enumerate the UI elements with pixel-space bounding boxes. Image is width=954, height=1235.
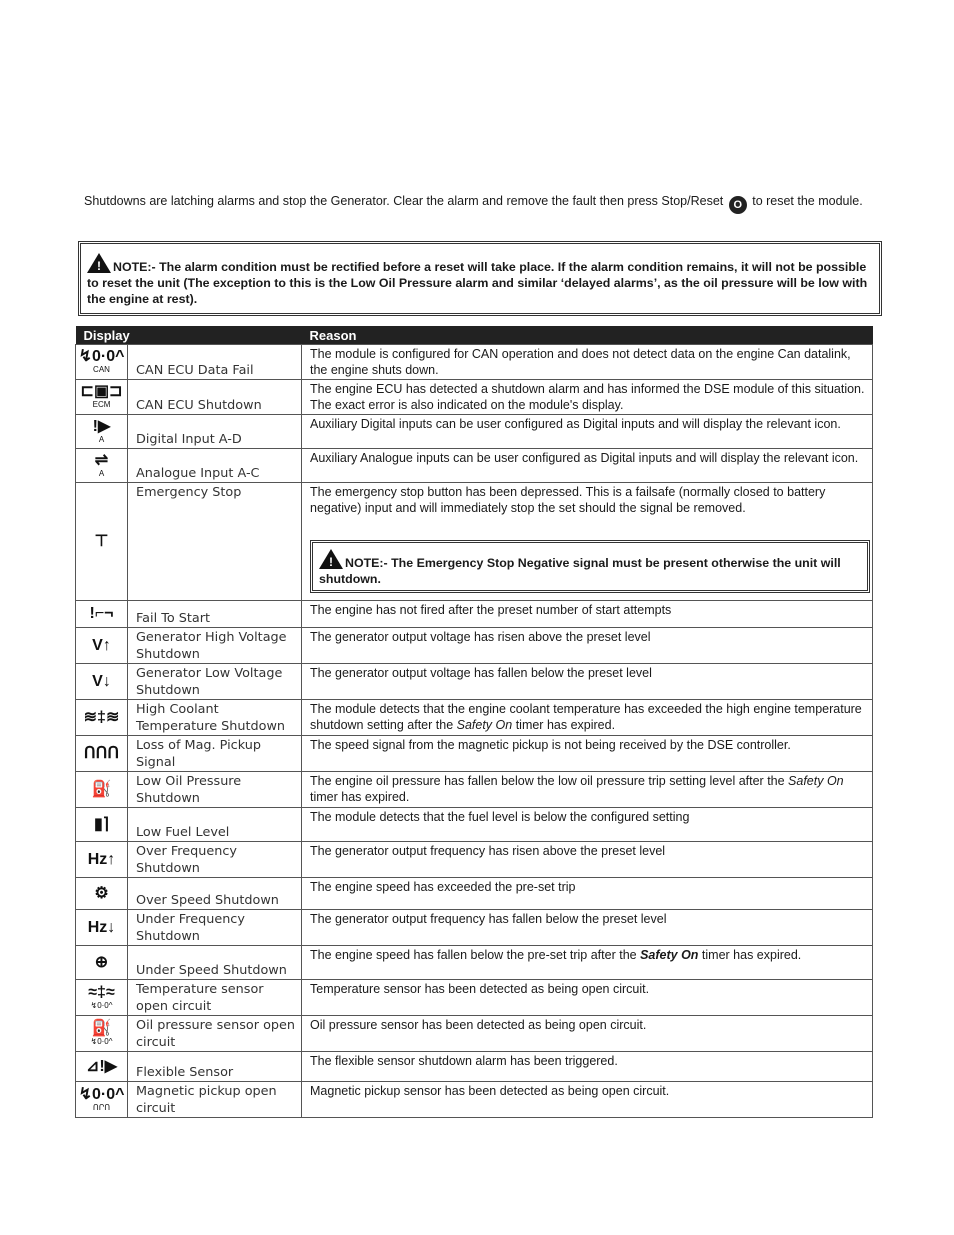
alarm-reason: The engine speed has fallen below the pre-set trip after the Safety On timer has expired.: [302, 946, 873, 980]
display-icon-cell: [76, 878, 128, 910]
table-row: [76, 736, 873, 772]
emergency-stop-icon: ⊤: [94, 532, 109, 550]
alarm-name: Emergency Stop: [128, 483, 302, 601]
display-icon-cell: [76, 415, 128, 449]
alarm-name: Under Frequency Shutdown: [128, 910, 302, 946]
alarm-name: Magnetic pickup open circuit: [128, 1082, 302, 1118]
display-icon-cell: [76, 946, 128, 980]
can-ecu-icon: ↯0·0^ CAN: [78, 348, 125, 374]
intro-text-after: to reset the module.: [752, 194, 863, 208]
reset-note: [78, 241, 882, 316]
alarm-reason: Auxiliary Analogue inputs can be user configured as Digital inputs and will display the relevant icon.: [302, 449, 873, 483]
icon-caption: ECM: [92, 400, 111, 409]
emergency-stop-note-text: NOTE:- The Emergency Stop Negative signal must be present otherwise the unit will shutdown.: [319, 556, 841, 586]
safety-on-term: Safety On: [456, 718, 513, 732]
alarm-name: Low Fuel Level: [128, 808, 302, 842]
alarm-name: CAN ECU Shutdown: [128, 380, 302, 415]
display-icon-cell: [76, 842, 128, 878]
alarm-reason: The generator output voltage has risen above the preset level: [302, 628, 873, 664]
high-coolant-temp-icon: ≋‡≋: [83, 708, 120, 726]
table-row: [76, 449, 873, 483]
alarm-name: Digital Input A-D: [128, 415, 302, 449]
display-icon-cell: [76, 483, 128, 601]
alarm-name: High Coolant Temperature Shutdown: [128, 700, 302, 736]
alarm-name: Under Speed Shutdown: [128, 946, 302, 980]
alarm-reason: Magnetic pickup sensor has been detected as being open circuit.: [302, 1082, 873, 1118]
oil-can-icon: ⛽: [91, 780, 112, 798]
under-speed-icon: ⊕: [94, 953, 109, 971]
icon-caption: ՈՐՈ: [92, 1102, 111, 1112]
alarm-name: Loss of Mag. Pickup Signal: [128, 736, 302, 772]
low-voltage-icon: V↓: [92, 672, 111, 690]
display-icon-cell: [76, 1052, 128, 1082]
display-icon-cell: [76, 736, 128, 772]
table-row: [76, 1016, 873, 1052]
mag-pickup-icon: ՈՈՈ: [83, 744, 120, 762]
alarm-name: Over Frequency Shutdown: [128, 842, 302, 878]
analogue-input-icon: ⇌ A: [94, 451, 109, 478]
icon-caption: ↯0·0^: [90, 1036, 113, 1046]
display-icon-cell: [76, 700, 128, 736]
header-reason: Reason: [302, 326, 873, 345]
stop-reset-icon: O: [729, 196, 747, 214]
display-icon-cell: [76, 628, 128, 664]
table-row: [76, 380, 873, 415]
high-voltage-icon: V↑: [92, 636, 111, 654]
table-row: [76, 415, 873, 449]
shutdown-alarm-table: [75, 326, 873, 1118]
alarm-name: Over Speed Shutdown: [128, 878, 302, 910]
alarm-name: Analogue Input A-C: [128, 449, 302, 483]
table-row: [76, 628, 873, 664]
safety-on-term: Safety On: [788, 774, 844, 788]
digital-input-icon: !▶ A: [92, 417, 111, 444]
alarm-reason: The module is configured for CAN operation and does not detect data on the engine Can datalink, the engine shuts down.: [302, 345, 873, 380]
alarm-reason: The speed signal from the magnetic pickup is not being received by the DSE controller.: [302, 736, 873, 772]
warning-icon: [319, 549, 343, 569]
alarm-reason: Temperature sensor has been detected as being open circuit.: [302, 980, 873, 1016]
display-icon-cell: [76, 910, 128, 946]
alarm-reason: The engine speed has exceeded the pre-set trip: [302, 878, 873, 910]
alarm-name: CAN ECU Data Fail: [128, 345, 302, 380]
oil-sensor-open-icon: ⛽ ↯0·0^: [90, 1019, 113, 1046]
icon-caption: CAN: [93, 365, 110, 374]
icon-caption: A: [98, 468, 105, 478]
table-body: [76, 345, 873, 1118]
alarm-name: Low Oil Pressure Shutdown: [128, 772, 302, 808]
display-icon-cell: [76, 1016, 128, 1052]
table-row: [76, 772, 873, 808]
table-row: [76, 1082, 873, 1118]
mag-pickup-open-icon: ↯0·0^ ՈՐՈ: [78, 1085, 125, 1112]
alarm-reason: The generator output frequency has fallen below the preset level: [302, 910, 873, 946]
fail-to-start-icon: !⌐¬: [89, 605, 114, 622]
header-display: Display: [76, 326, 302, 345]
alarm-reason: The generator output frequency has risen above the preset level: [302, 842, 873, 878]
alarm-reason: The engine ECU has detected a shutdown alarm and has informed the DSE module of this situation. The exact error is also indicated on the module's display.: [302, 380, 873, 415]
alarm-reason: The module detects that the fuel level is below the configured setting: [302, 808, 873, 842]
alarm-name: Generator High Voltage Shutdown: [128, 628, 302, 664]
table-row: [76, 483, 873, 601]
table-row: [76, 601, 873, 628]
alarm-name: Fail To Start: [128, 601, 302, 628]
display-icon-cell: [76, 808, 128, 842]
alarm-reason: The generator output voltage has fallen below the preset level: [302, 664, 873, 700]
emergency-stop-note: [310, 540, 870, 593]
intro-paragraph: [84, 193, 864, 214]
table-row: [76, 980, 873, 1016]
alarm-reason: The flexible sensor shutdown alarm has been triggered.: [302, 1052, 873, 1082]
over-speed-icon: ⚙: [94, 884, 109, 902]
table-row: [76, 664, 873, 700]
table-row: [76, 910, 873, 946]
intro-text-before: Shutdowns are latching alarms and stop the Generator. Clear the alarm and remove the fault then press Stop/Reset: [84, 194, 724, 208]
table-row: [76, 1052, 873, 1082]
alarm-reason: The module detects that the engine coolant temperature has exceeded the high engine temperature shutdown setting after the Safety On timer has expired.: [302, 700, 873, 736]
table-row: [76, 808, 873, 842]
alarm-reason: The engine has not fired after the preset number of start attempts: [302, 601, 873, 628]
display-icon-cell: [76, 345, 128, 380]
table-header-row: [76, 326, 873, 345]
temp-sensor-open-icon: ≈‡≈ ↯0·0^: [88, 983, 115, 1010]
table-row: [76, 842, 873, 878]
reset-note-text: NOTE:- The alarm condition must be rectified before a reset will take place. If the alarm condition remains, it will not be possible to reset the unit (The exception to this is the Low Oil Pressure alarm and similar ‘delayed alarms’, as the oil pressure will be low with the engine at rest).: [87, 260, 868, 306]
engine-ecm-icon: ⊏▣⊐ ECM: [80, 383, 123, 409]
alarm-name: Temperature sensor open circuit: [128, 980, 302, 1016]
alarm-reason: Oil pressure sensor has been detected as being open circuit.: [302, 1016, 873, 1052]
alarm-reason: The engine oil pressure has fallen below the low oil pressure trip setting level after the Safety On timer has expired.: [302, 772, 873, 808]
alarm-name: Flexible Sensor: [128, 1052, 302, 1082]
table-row: [76, 345, 873, 380]
display-icon-cell: [76, 772, 128, 808]
icon-caption: ↯0·0^: [90, 1000, 113, 1010]
alarm-name: Oil pressure sensor open circuit: [128, 1016, 302, 1052]
under-frequency-icon: Hz↓: [87, 918, 116, 936]
display-icon-cell: [76, 1082, 128, 1118]
alarm-reason: Auxiliary Digital inputs can be user configured as Digital inputs and will display the relevant icon.: [302, 415, 873, 449]
table-row: [76, 946, 873, 980]
safety-on-term: Safety On: [640, 948, 699, 962]
alarm-name: Generator Low Voltage Shutdown: [128, 664, 302, 700]
warning-icon: [87, 253, 111, 273]
alarm-reason: The emergency stop button has been depressed. This is a failsafe (normally closed to battery negative) input and will immediately stop the set should the signal be removed. !NOTE:- The Emergency Stop Negative signal must be present otherwise the unit will shutdown.: [302, 483, 873, 601]
display-icon-cell: [76, 380, 128, 415]
display-icon-cell: [76, 601, 128, 628]
display-icon-cell: [76, 449, 128, 483]
display-icon-cell: [76, 980, 128, 1016]
over-frequency-icon: Hz↑: [87, 850, 116, 868]
flexible-sensor-icon: ⊿!▶: [85, 1057, 118, 1075]
icon-caption: A: [98, 434, 105, 444]
table-row: [76, 700, 873, 736]
table-row: [76, 878, 873, 910]
display-icon-cell: [76, 664, 128, 700]
fuel-pump-icon: ▮⌉: [93, 815, 110, 833]
